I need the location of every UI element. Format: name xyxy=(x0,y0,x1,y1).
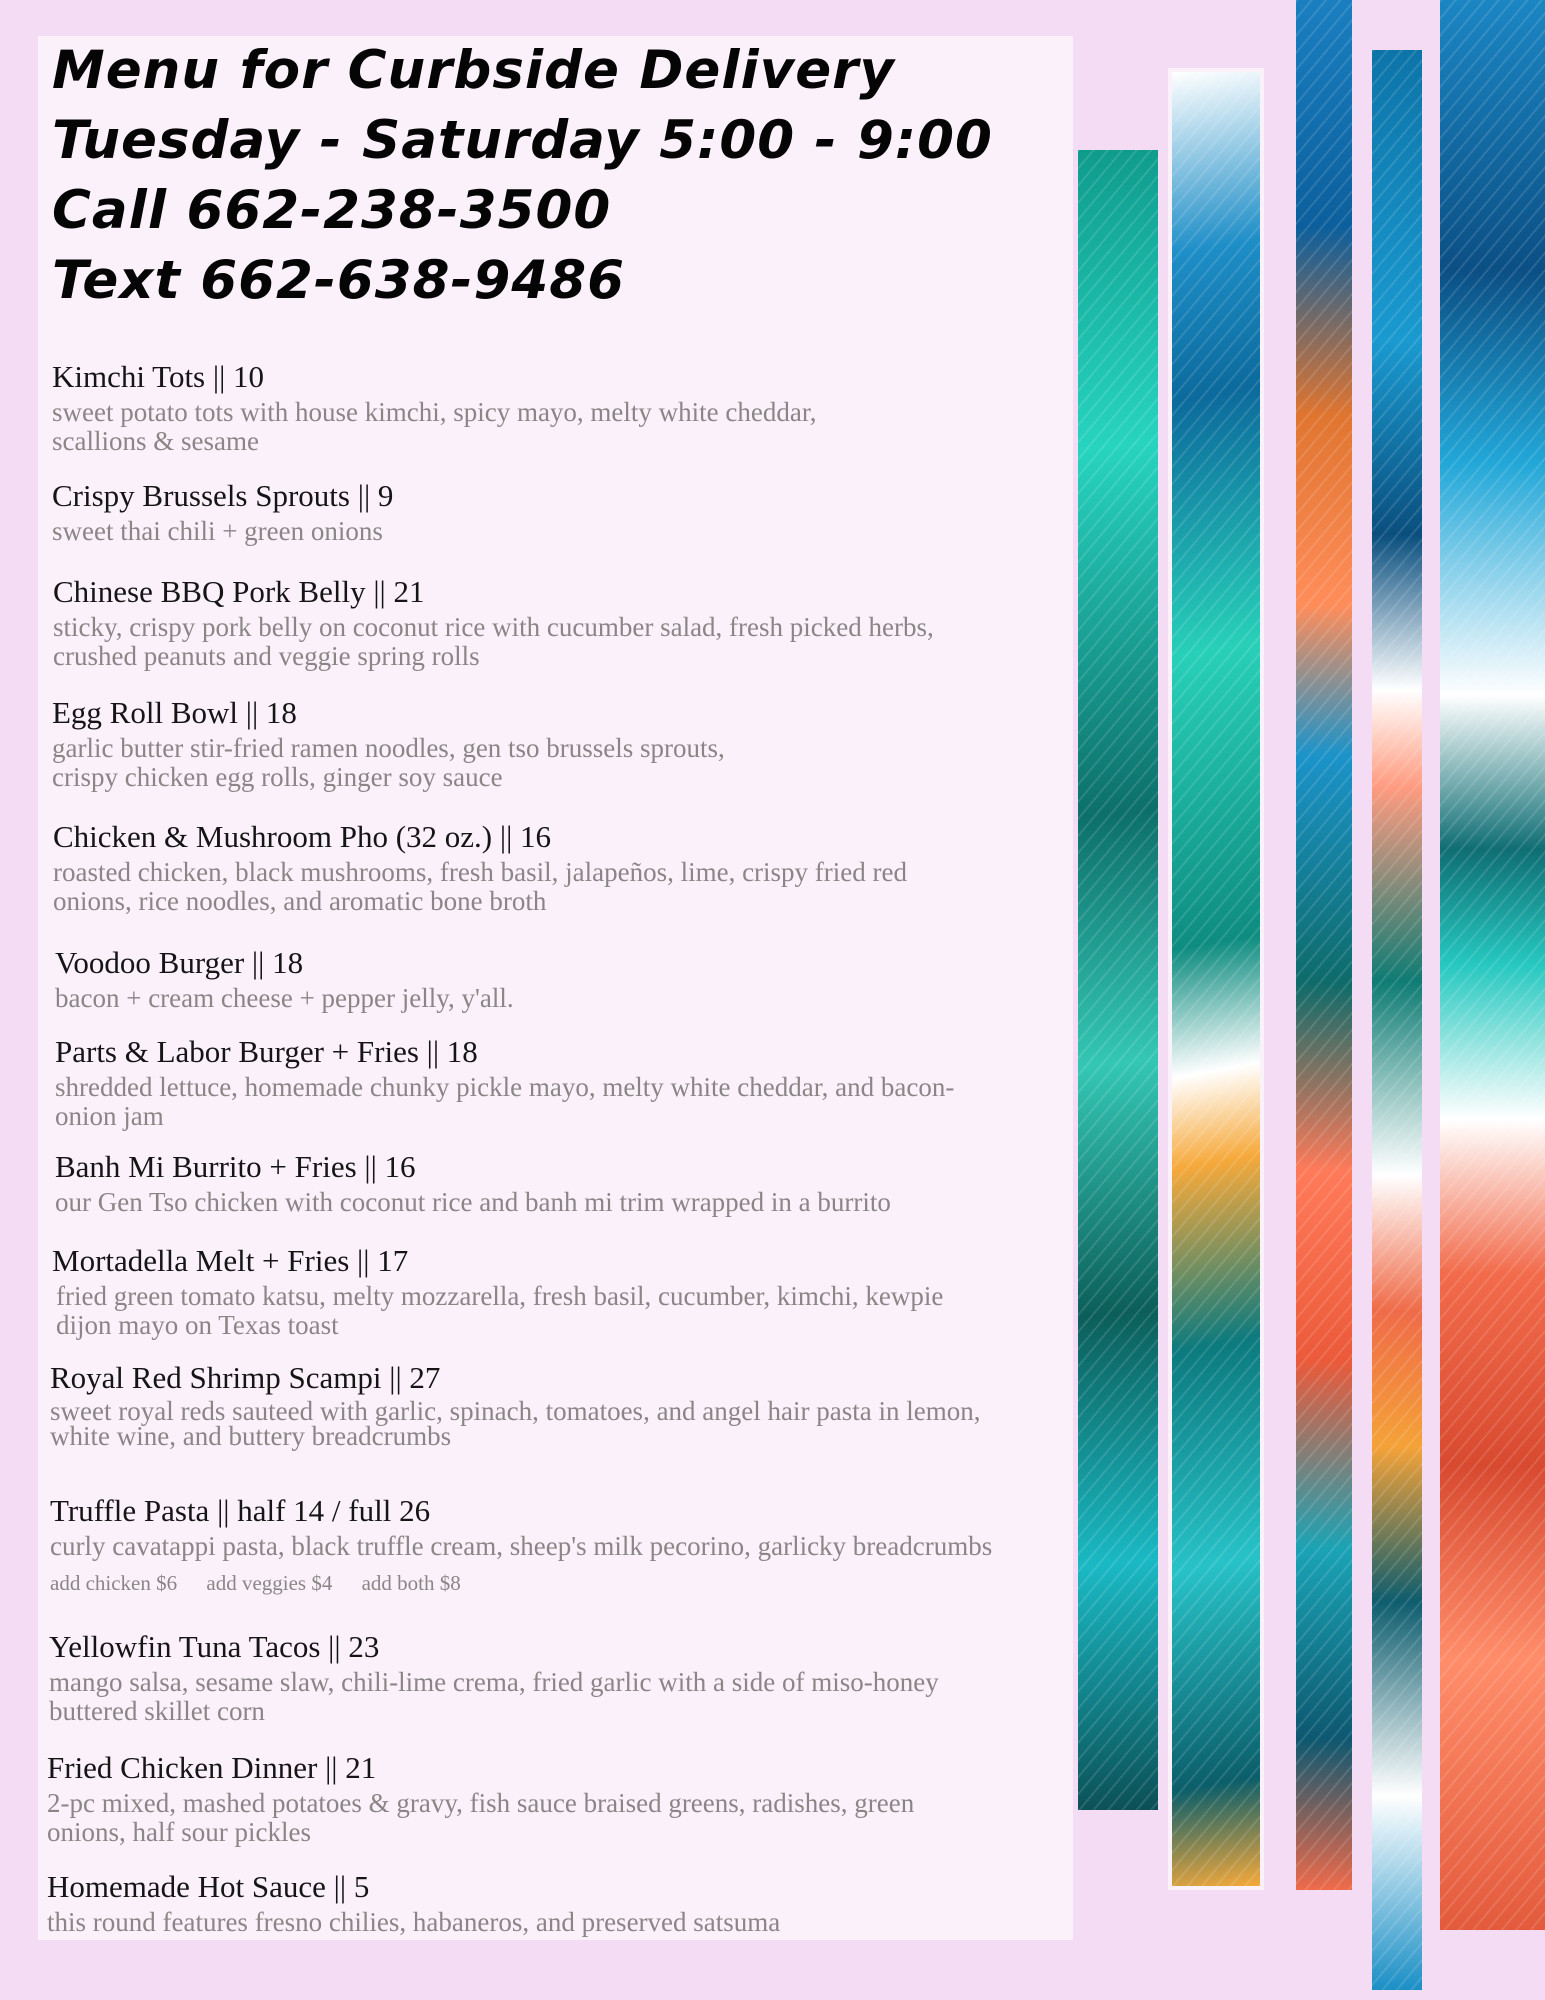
description-line: sticky, crispy pork belly on coconut rice with cucumber salad, fresh picked herbs, xyxy=(53,612,934,642)
description-line: onion jam xyxy=(55,1101,164,1131)
description-line: curly cavatappi pasta, black truffle cream, sheep's milk pecorino, garlicky breadcrumbs xyxy=(50,1531,993,1561)
add-on-options xyxy=(50,1571,1110,1596)
description-line: white wine, and buttery breadcrumbs xyxy=(50,1421,452,1451)
description-line: mango salsa, sesame slaw, chili-lime crema, fried garlic with a side of miso-honey xyxy=(49,1667,939,1697)
header-phone-call: Call 662-238-3500 xyxy=(52,180,612,241)
description-line: sweet thai chili + green onions xyxy=(52,516,383,546)
menu-item-description xyxy=(55,1073,1115,1131)
menu-item-description xyxy=(53,858,1113,916)
menu-item xyxy=(55,946,1115,1013)
menu-item-title: Egg Roll Bowl || 18 xyxy=(52,695,297,730)
menu-item-description xyxy=(52,734,1112,792)
menu-item-title: Truffle Pasta || half 14 / full 26 xyxy=(50,1493,431,1528)
menu-item-title: Kimchi Tots || 10 xyxy=(52,359,265,394)
menu-item xyxy=(55,1035,1115,1131)
header-title: Menu for Curbside Delivery xyxy=(52,40,895,101)
menu-item-title: Fried Chicken Dinner || 21 xyxy=(47,1750,377,1785)
leaf-art-strip xyxy=(1296,0,1352,1890)
description-line: roasted chicken, black mushrooms, fresh basil, jalapeños, lime, crispy fried red xyxy=(53,857,907,887)
menu-item-title: Parts & Labor Burger + Fries || 18 xyxy=(55,1034,478,1069)
add-on-veggies: add veggies $4 xyxy=(206,1571,333,1595)
description-line: crispy chicken egg rolls, ginger soy sauce xyxy=(52,762,503,792)
menu-item-description xyxy=(55,1188,1115,1217)
menu-item xyxy=(53,575,1113,671)
menu-item-description xyxy=(50,1532,1110,1561)
leaf-art-strip xyxy=(1372,50,1422,1990)
menu-item-title: Chinese BBQ Pork Belly || 21 xyxy=(53,574,425,609)
header-hours: Tuesday - Saturday 5:00 - 9:00 xyxy=(52,110,993,171)
menu-item xyxy=(47,1751,1107,1847)
menu-item xyxy=(55,1150,1115,1217)
menu-item-title: Voodoo Burger || 18 xyxy=(55,945,304,980)
description-line: sweet royal reds sauteed with garlic, spinach, tomatoes, and angel hair pasta in lemon, xyxy=(50,1396,981,1426)
header-phone-text: Text 662-638-9486 xyxy=(52,250,626,311)
menu-item xyxy=(50,1361,1110,1449)
menu-item-title: Homemade Hot Sauce || 5 xyxy=(47,1869,370,1904)
menu-item-title: Yellowfin Tuna Tacos || 23 xyxy=(49,1629,380,1664)
menu-item-title: Crispy Brussels Sprouts || 9 xyxy=(52,478,394,513)
menu-item xyxy=(53,820,1113,916)
description-line: garlic butter stir-fried ramen noodles, gen tso brussels sprouts, xyxy=(52,733,725,763)
description-line: scallions & sesame xyxy=(52,426,259,456)
menu-item-title: Chicken & Mushroom Pho (32 oz.) || 16 xyxy=(53,819,552,854)
menu-item xyxy=(52,696,1112,792)
menu-item xyxy=(50,1494,1110,1596)
menu-item xyxy=(52,360,1112,456)
menu-item-description xyxy=(47,1908,1107,1937)
description-line: 2-pc mixed, mashed potatoes & gravy, fish sauce braised greens, radishes, green xyxy=(47,1788,915,1818)
menu-item-title: Banh Mi Burrito + Fries || 16 xyxy=(55,1149,416,1184)
menu-item-description xyxy=(55,984,1115,1013)
description-line: shredded lettuce, homemade chunky pickle mayo, melty white cheddar, and bacon- xyxy=(55,1072,955,1102)
add-on-both: add both $8 xyxy=(361,1571,461,1595)
description-line: dijon mayo on Texas toast xyxy=(56,1310,339,1340)
description-line: sweet potato tots with house kimchi, spicy mayo, melty white cheddar, xyxy=(52,397,817,427)
menu-header xyxy=(52,36,1052,316)
description-line: buttered skillet corn xyxy=(49,1696,265,1726)
menu-item xyxy=(52,479,1112,546)
description-line: this round features fresno chilies, habaneros, and preserved satsuma xyxy=(47,1907,781,1937)
leaf-art-strip xyxy=(1168,68,1264,1890)
description-line: crushed peanuts and veggie spring rolls xyxy=(53,641,480,671)
menu-item-title: Royal Red Shrimp Scampi || 27 xyxy=(50,1360,441,1395)
description-line: onions, rice noodles, and aromatic bone broth xyxy=(53,886,547,916)
description-line: bacon + cream cheese + pepper jelly, y'all. xyxy=(55,983,514,1013)
menu-item-description xyxy=(52,398,1112,456)
add-on-chicken: add chicken $6 xyxy=(50,1571,178,1595)
menu-item-description xyxy=(53,613,1113,671)
menu-item-description xyxy=(50,1396,1110,1451)
menu-item xyxy=(52,1244,1112,1340)
menu-item-description xyxy=(52,517,1112,546)
menu-item-description xyxy=(49,1668,1109,1726)
description-line: our Gen Tso chicken with coconut rice and banh mi trim wrapped in a burrito xyxy=(55,1187,891,1217)
leaf-art-strip xyxy=(1440,0,1545,1930)
description-line: onions, half sour pickles xyxy=(47,1817,311,1847)
menu-item-description xyxy=(47,1789,1107,1847)
menu-item-description xyxy=(56,1282,1112,1340)
menu-item xyxy=(47,1870,1107,1937)
menu-item-title: Mortadella Melt + Fries || 17 xyxy=(52,1243,409,1278)
description-line: fried green tomato katsu, melty mozzarella, fresh basil, cucumber, kimchi, kewpie xyxy=(56,1281,944,1311)
menu-item xyxy=(49,1630,1109,1726)
